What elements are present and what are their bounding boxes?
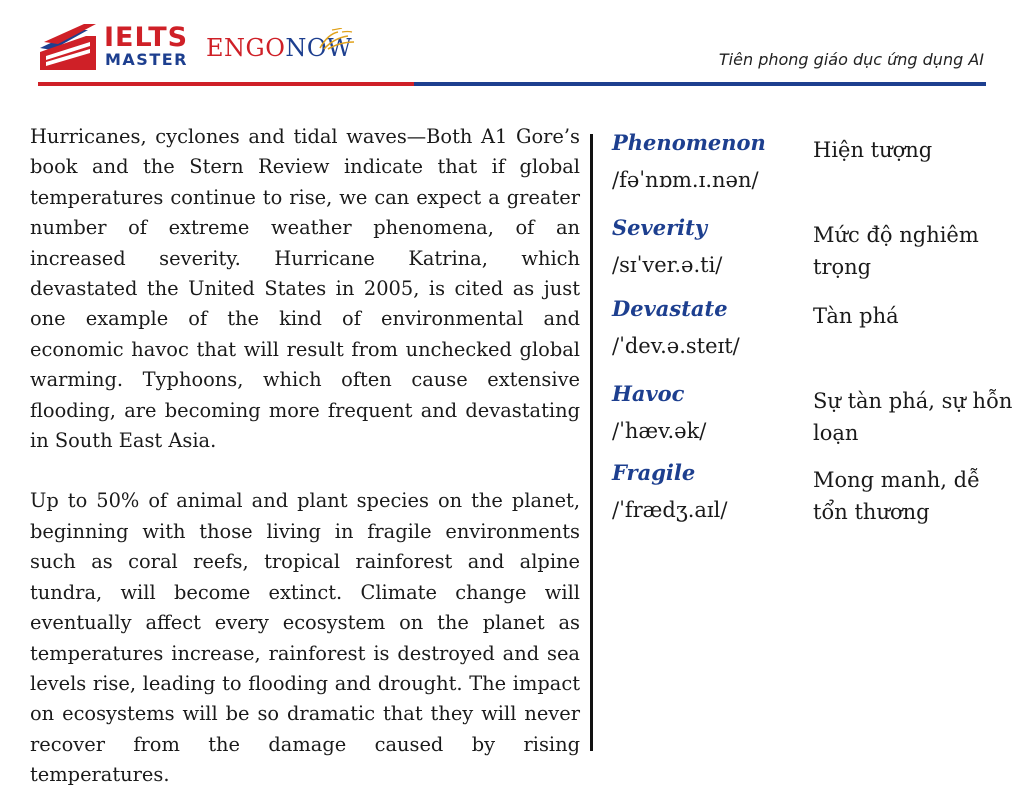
logo-now-text: NOW <box>285 34 353 62</box>
vocab-ipa: /ˈhæv.ək/ <box>612 419 707 443</box>
vocab-meaning: Hiện tượng <box>813 138 933 162</box>
logo-master-text: MASTER <box>105 50 188 69</box>
vocab-meaning: Tàn phá <box>813 304 899 328</box>
vocab-ipa: /ˈdev.ə.steɪt/ <box>612 334 740 358</box>
vocab-term: Devastate <box>612 296 728 321</box>
page-header <box>0 0 1024 90</box>
vocab-meaning: Mức độ nghiêm trọng <box>813 223 979 279</box>
vocab-term: Severity <box>612 215 708 240</box>
passage-paragraph-1: Hurricanes, cyclones and tidal waves—Both A1 Gore’s book and the Stern Review indicate that if global temperatures continue to rise, we can expect a greater number of extreme weather phenomena, of an increased severity. Hurricane Katrina, which devastated the United States in 2005, is cited as just one example of the kind of environmental and economic havoc that will result from unchecked global warming. Typhoons, which often cause extensive flooding, are becoming more frequent and devastating in South East Asia. <box>30 125 580 453</box>
passage-paragraph-2: Up to 50% of animal and plant species on the planet, beginning with those living in fragile environments such as coral reefs, tropical rainforest and alpine tundra, will become extinct. Climate change will eventually affect every ecosystem on the planet as temperatures increase, rainforest is destroyed and sea levels rise, leading to flooding and drought. The impact on ecosystems will be so dramatic that they will never recover from the damage caused by rising temperatures. <box>30 489 580 787</box>
sunburst-icon <box>318 28 356 50</box>
column-divider <box>590 134 593 751</box>
vocab-ipa: /ˈfrædʒ.aɪl/ <box>612 498 728 522</box>
vocab-meaning: Sự tàn phá, sự hỗn loạn <box>813 389 1013 445</box>
header-tagline: Tiên phong giáo dục ứng dụng AI <box>718 50 984 69</box>
header-rule-blue <box>414 82 986 86</box>
header-rule-red <box>38 82 414 86</box>
vocab-term: Fragile <box>612 460 696 485</box>
vocab-term: Phenomenon <box>612 130 766 155</box>
logo-ielts-text: IELTS <box>104 22 189 53</box>
vocab-ipa: /sɪˈver.ə.ti/ <box>612 253 723 277</box>
vocab-ipa: /fəˈnɒm.ɪ.nən/ <box>612 168 759 192</box>
logo-engo-text: ENGO <box>206 34 286 62</box>
reading-passage <box>30 122 580 791</box>
ielts-master-logo-icon <box>38 22 100 72</box>
vocab-meaning: Mong manh, dễ tổn thương <box>813 468 980 524</box>
vocab-term: Havoc <box>612 381 685 406</box>
